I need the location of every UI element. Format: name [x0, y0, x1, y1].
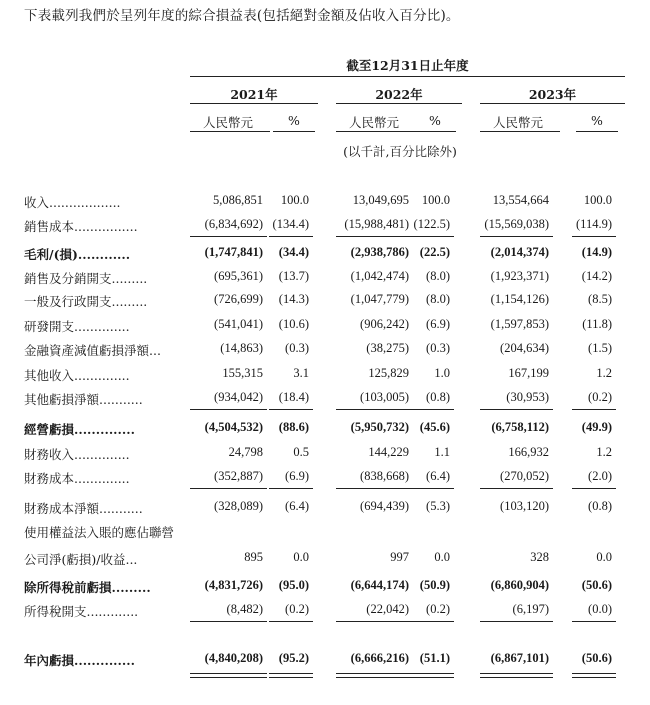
row-label: 財務收入.............. [24, 447, 130, 462]
amount-cell: 144,229 [368, 445, 409, 459]
percent-cell: (95.2) [278, 651, 309, 665]
row-label: 收入.................. [24, 195, 121, 210]
row-label: 除所得稅前虧損......... [24, 580, 151, 595]
amount-cell: (4,831,726) [204, 578, 263, 592]
units-note: (以千計,百分比除外) [343, 144, 457, 159]
amount-cell: (103,005) [360, 390, 409, 404]
row-rule [572, 621, 616, 622]
row-rule [410, 488, 454, 489]
percent-cell: (6.9) [285, 469, 309, 483]
amount-cell: 997 [390, 550, 409, 564]
double-rule [190, 673, 267, 678]
percent-cell: (2.0) [588, 469, 612, 483]
amount-cell: (934,042) [214, 390, 263, 404]
row-rule [336, 409, 413, 410]
currency-header-1: 人民幣元 [202, 115, 253, 130]
percent-cell: (6.4) [426, 469, 450, 483]
percent-cell: (8.0) [426, 269, 450, 283]
amount-cell: (6,867,101) [490, 651, 549, 665]
amount-cell: (6,644,174) [350, 578, 409, 592]
year-rule-1 [190, 103, 318, 104]
percent-cell: (50.6) [581, 578, 612, 592]
year-header-1: 2021年 [230, 87, 278, 102]
amount-cell: 13,049,695 [352, 193, 409, 207]
percent-cell: (0.2) [588, 390, 612, 404]
percent-cell: (14.2) [581, 269, 612, 283]
row-rule [480, 236, 553, 237]
amount-cell: (4,504,532) [204, 420, 263, 434]
sub-rule-a-1 [190, 131, 270, 132]
amount-cell: (726,699) [214, 292, 263, 306]
amount-cell: 5,086,851 [213, 193, 263, 207]
amount-cell: (103,120) [500, 499, 549, 513]
row-rule [410, 409, 454, 410]
amount-cell: (204,634) [500, 341, 549, 355]
year-header-2: 2022年 [375, 87, 423, 102]
row-rule [190, 488, 267, 489]
intro-text: 下表載列我們於呈列年度的綜合損益表(包括絕對金額及佔收入百分比)。 [24, 8, 460, 24]
amount-cell: (22,042) [366, 602, 409, 616]
amount-cell: (838,668) [360, 469, 409, 483]
percent-cell: (88.6) [278, 420, 309, 434]
percent-cell: (0.8) [426, 390, 450, 404]
row-rule [480, 621, 553, 622]
percent-cell: 1.0 [434, 366, 450, 380]
sub-rule-b-2 [414, 131, 456, 132]
amount-cell: (2,014,374) [490, 245, 549, 259]
amount-cell: (1,923,371) [490, 269, 549, 283]
percent-cell: (0.3) [426, 341, 450, 355]
sub-rule-b-3 [576, 131, 618, 132]
amount-cell: (541,041) [214, 317, 263, 331]
amount-cell: 125,829 [368, 366, 409, 380]
amount-cell: (352,887) [214, 469, 263, 483]
percent-cell: 0.0 [293, 550, 309, 564]
amount-cell: (270,052) [500, 469, 549, 483]
percent-cell: (8.5) [588, 292, 612, 306]
sub-rule-b-1 [273, 131, 315, 132]
percent-cell: 1.2 [596, 366, 612, 380]
percent-cell: (1.5) [588, 341, 612, 355]
row-rule [269, 621, 313, 622]
currency-header-3: 人民幣元 [492, 115, 543, 130]
percent-cell: 0.0 [434, 550, 450, 564]
year-rule-2 [336, 103, 462, 104]
percent-cell: 1.1 [434, 445, 450, 459]
double-rule [410, 673, 454, 678]
percent-cell: (14.9) [581, 245, 612, 259]
amount-cell: (6,834,692) [204, 217, 263, 231]
amount-cell: (15,569,038) [484, 217, 549, 231]
amount-cell: (6,758,112) [491, 420, 549, 434]
double-rule [572, 673, 616, 678]
percent-header-1: % [288, 113, 300, 128]
percent-cell: (8.0) [426, 292, 450, 306]
percent-cell: 0.5 [293, 445, 309, 459]
amount-cell: (695,361) [214, 269, 263, 283]
percent-header-2: % [429, 113, 441, 128]
row-label: 所得稅開支............. [24, 604, 139, 619]
row-rule [572, 488, 616, 489]
percent-cell: (95.0) [278, 578, 309, 592]
amount-cell: (6,197) [512, 602, 549, 616]
row-label: 銷售及分銷開支......... [24, 271, 148, 286]
percent-cell: 3.1 [293, 366, 309, 380]
row-label: 研發開支.............. [24, 319, 130, 334]
amount-cell: 155,315 [222, 366, 263, 380]
row-label: 財務成本.............. [24, 471, 130, 486]
row-rule [480, 488, 553, 489]
amount-cell: 13,554,664 [492, 193, 549, 207]
percent-cell: (122.5) [413, 217, 450, 231]
row-label: 其他收入.............. [24, 368, 130, 383]
percent-cell: (45.6) [419, 420, 450, 434]
amount-cell: 328 [530, 550, 549, 564]
percent-cell: (0.3) [285, 341, 309, 355]
percent-header-3: % [591, 113, 603, 128]
row-label: 其他虧損淨額........... [24, 392, 143, 407]
amount-cell: (5,950,732) [350, 420, 409, 434]
percent-cell: 100.0 [583, 193, 612, 207]
row-rule [480, 409, 553, 410]
period-header: 截至12月31日止年度 [346, 58, 469, 73]
percent-cell: 0.0 [596, 550, 612, 564]
percent-cell: (0.2) [426, 602, 450, 616]
amount-cell: (4,840,208) [204, 651, 263, 665]
row-label: 一般及行政開支......... [24, 294, 148, 309]
percent-cell: (14.3) [278, 292, 309, 306]
row-label: 毛利/(損)............ [24, 247, 131, 262]
amount-cell: (1,747,841) [204, 245, 263, 259]
amount-cell: (1,042,474) [350, 269, 409, 283]
row-rule [572, 236, 616, 237]
percent-cell: (0.0) [588, 602, 612, 616]
row-rule [336, 488, 413, 489]
percent-cell: (11.8) [582, 317, 612, 331]
percent-cell: (0.8) [588, 499, 612, 513]
row-rule [572, 409, 616, 410]
amount-cell: 167,199 [508, 366, 549, 380]
amount-cell: 166,932 [508, 445, 549, 459]
row-rule [190, 621, 267, 622]
percent-cell: (34.4) [278, 245, 309, 259]
row-rule [336, 621, 413, 622]
percent-cell: (10.6) [278, 317, 309, 331]
amount-cell: (6,860,904) [490, 578, 549, 592]
row-label: 年內虧損.............. [24, 653, 135, 668]
row-label: 銷售成本................ [24, 219, 138, 234]
year-rule-3 [480, 103, 625, 104]
percent-cell: (51.1) [419, 651, 450, 665]
amount-cell: 24,798 [228, 445, 263, 459]
percent-cell: (6.4) [285, 499, 309, 513]
amount-cell: (328,089) [214, 499, 263, 513]
percent-cell: (18.4) [278, 390, 309, 404]
row-rule [269, 236, 313, 237]
sub-rule-a-2 [336, 131, 416, 132]
percent-cell: (134.4) [272, 217, 309, 231]
row-label: 公司淨(虧損)/收益... [24, 552, 138, 567]
amount-cell: 895 [244, 550, 263, 564]
row-label: 金融資產減值虧損淨額... [24, 343, 161, 358]
row-rule [190, 409, 267, 410]
row-rule [190, 236, 267, 237]
row-rule [269, 488, 313, 489]
percent-cell: (50.9) [419, 578, 450, 592]
percent-cell: (114.9) [576, 217, 612, 231]
amount-cell: (6,666,216) [350, 651, 409, 665]
amount-cell: (8,482) [226, 602, 263, 616]
row-rule [336, 236, 413, 237]
percent-cell: (22.5) [419, 245, 450, 259]
percent-cell: (5.3) [426, 499, 450, 513]
amount-cell: (1,597,853) [490, 317, 549, 331]
period-rule [190, 76, 625, 77]
row-label: 財務成本淨額........... [24, 501, 143, 516]
row-label: 使用權益法入賬的應佔聯營 [24, 525, 175, 540]
amount-cell: (15,988,481) [344, 217, 409, 231]
sub-rule-a-3 [480, 131, 560, 132]
row-label: 經營虧損.............. [24, 422, 135, 437]
double-rule [336, 673, 413, 678]
double-rule [480, 673, 553, 678]
percent-cell: 1.2 [596, 445, 612, 459]
amount-cell: (906,242) [360, 317, 409, 331]
percent-cell: (50.6) [581, 651, 612, 665]
amount-cell: (694,439) [360, 499, 409, 513]
currency-header-2: 人民幣元 [348, 115, 399, 130]
amount-cell: (1,154,126) [490, 292, 549, 306]
double-rule [269, 673, 313, 678]
amount-cell: (30,953) [506, 390, 549, 404]
percent-cell: (6.9) [426, 317, 450, 331]
percent-cell: (13.7) [278, 269, 309, 283]
row-rule [269, 409, 313, 410]
percent-cell: 100.0 [280, 193, 309, 207]
percent-cell: (0.2) [285, 602, 309, 616]
year-header-3: 2023年 [528, 87, 577, 102]
row-rule [410, 621, 454, 622]
percent-cell: (49.9) [581, 420, 612, 434]
percent-cell: 100.0 [421, 193, 450, 207]
row-rule [410, 236, 454, 237]
amount-cell: (14,863) [220, 341, 263, 355]
amount-cell: (1,047,779) [350, 292, 409, 306]
amount-cell: (38,275) [366, 341, 409, 355]
amount-cell: (2,938,786) [350, 245, 409, 259]
